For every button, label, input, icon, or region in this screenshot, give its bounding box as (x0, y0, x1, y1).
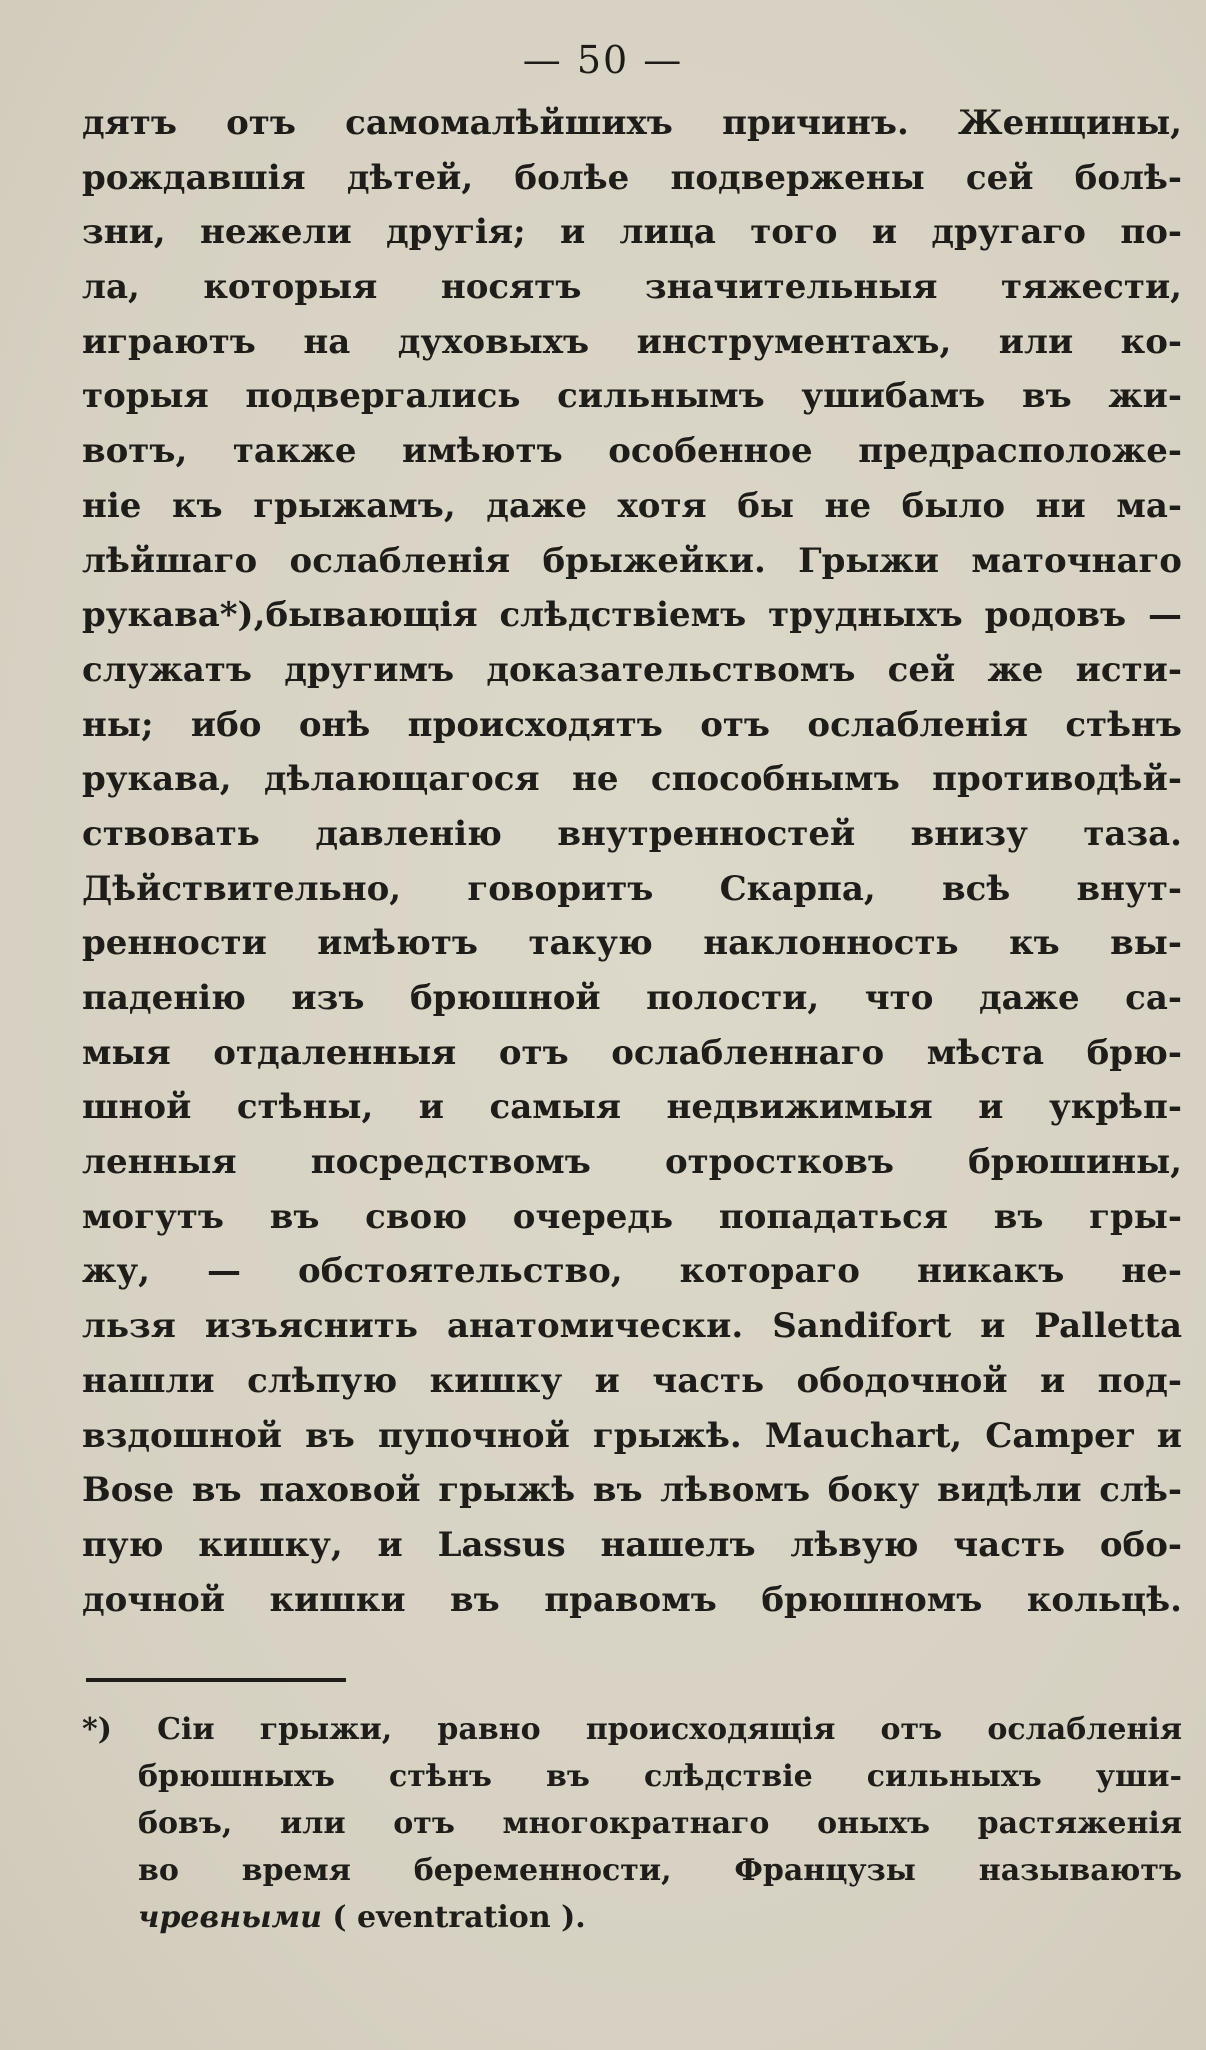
footnote-separator-rule (86, 1678, 346, 1682)
text-line: дятъ отъ самомалѣйшихъ причинъ. Женщины, (82, 103, 1182, 143)
text-line: Дѣйствительно, говоритъ Скарпа, всѣ внут- (82, 868, 1182, 909)
footnote (82, 1706, 1182, 1941)
text-line: паденію изъ брюшной полости, что даже са- (82, 978, 1182, 1018)
text-line: нашли слѣпую кишку и часть ободочной и под- (82, 1360, 1182, 1401)
footnote-line: брюшныхъ стѣнъ въ слѣдствіе сильныхъ уши- (138, 1759, 1182, 1794)
text-line: служатъ другимъ доказательствомъ сей же исти- (82, 649, 1182, 690)
text-line: мыя отдаленныя отъ ослабленнаго мѣста брю- (82, 1032, 1182, 1073)
text-line: шной стѣны, и самыя недвижимыя и укрѣп- (82, 1087, 1182, 1128)
text-line: вздошной въ пупочной грыжѣ. Mauchart, Camper и (82, 1415, 1182, 1456)
footnote-line: *) Сіи грыжи, равно происходящія отъ ослабленія (82, 1712, 1182, 1747)
text-line: ніе къ грыжамъ, даже хотя бы не было ни ма- (82, 485, 1182, 526)
text-line: рукава*),бывающія слѣдствіемъ трудныхъ родовъ — (82, 595, 1182, 636)
text-line: ны; ибо онѣ происходятъ отъ ослабленія стѣнъ (82, 704, 1182, 745)
text-line: Bose въ паховой грыжѣ въ лѣвомъ боку видѣли слѣ- (82, 1470, 1182, 1511)
text-line: дочной кишки въ правомъ брюшномъ кольцѣ. (82, 1579, 1182, 1620)
text-line: ренности имѣютъ такую наклонность къ вы- (82, 923, 1182, 964)
footnote-last-line (82, 1894, 1182, 1941)
footnote-last-line-rest: ( eventration ). (321, 1900, 586, 1935)
text-line: рождавшія дѣтей, болѣе подвержены сей болѣ- (82, 157, 1182, 198)
text-line: пую кишку, и Lassus нашелъ лѣвую часть обо- (82, 1524, 1182, 1565)
text-line: жу, — обстоятельство, котораго никакъ не- (82, 1251, 1182, 1292)
text-line: льзя изъяснить анатомически. Sandifort и Palletta (82, 1306, 1182, 1347)
page-number: — 50 — (522, 38, 684, 82)
footnote-line: бовъ, или отъ многократнаго оныхъ растяженія (138, 1806, 1182, 1841)
text-line: ствовать давленію внутренностей внизу таза. (82, 813, 1182, 854)
footnote-line: во время беременности, Французы называютъ (138, 1853, 1182, 1888)
text-line: могутъ въ свою очередь попадаться въ гры- (82, 1196, 1182, 1237)
main-text (82, 96, 1182, 1627)
text-line: ленныя посредствомъ отростковъ брюшины, (82, 1142, 1182, 1183)
text-line: зни, нежели другія; и лица того и другаго по- (82, 212, 1182, 253)
text-line: торыя подвергались сильнымъ ушибамъ въ жи- (82, 376, 1182, 417)
text-line: играютъ на духовыхъ инструментахъ, или ко- (82, 321, 1182, 362)
footnote-italic-term: чревными (138, 1900, 322, 1935)
text-line: ла, которыя носятъ значительныя тяжести, (82, 267, 1182, 308)
text-line: вотъ, также имѣютъ особенное предрасположе- (82, 431, 1182, 472)
text-line: лѣйшаго ослабленія брыжейки. Грыжи маточнаго (82, 540, 1182, 581)
text-line: рукава, дѣлающагося не способнымъ противодѣй- (82, 759, 1182, 800)
